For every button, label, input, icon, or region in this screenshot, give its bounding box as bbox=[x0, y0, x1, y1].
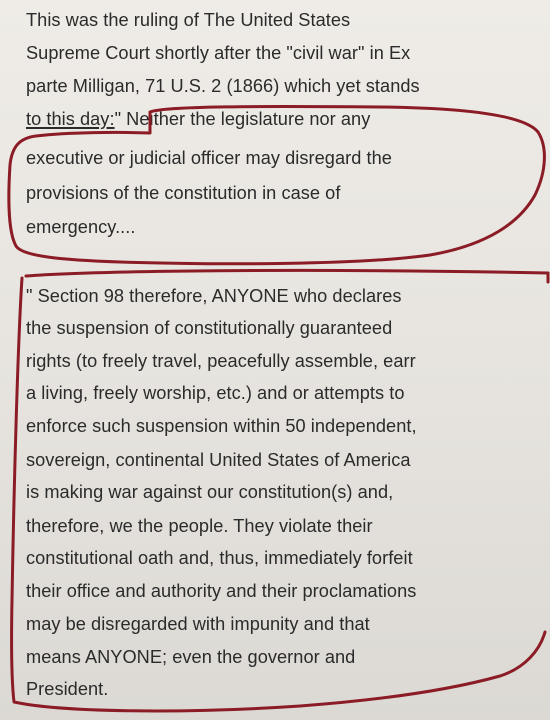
quote2-line-12: means ANYONE; even the governor and bbox=[26, 647, 356, 667]
intro-line-2: Supreme Court shortly after the "civil war" in Ex bbox=[26, 43, 411, 63]
quote-opening: " Neither the legislature nor any bbox=[114, 109, 371, 129]
quote2-line-6: sovereign, continental United States of America bbox=[26, 450, 411, 470]
intro-line-1: This was the ruling of The United States bbox=[26, 10, 351, 30]
quote2-line-8: therefore, we the people. They violate their bbox=[26, 516, 373, 536]
quote2-line-3: rights (to freely travel, peacefully assemble, earr bbox=[26, 351, 416, 371]
quote2-line-13: President. bbox=[26, 679, 109, 699]
quote2-line-7: is making war against our constitution(s) and, bbox=[26, 482, 394, 502]
quote2-line-11: may be disregarded with impunity and that bbox=[26, 614, 370, 634]
quote1-line-1: executive or judicial officer may disregard the bbox=[26, 148, 392, 168]
quote1-line-3: emergency.... bbox=[26, 217, 136, 237]
quote2-line-9: constitutional oath and, thus, immediately forfeit bbox=[26, 548, 413, 568]
quote2-line-10: their office and authority and their proclamations bbox=[26, 581, 417, 601]
quote2-line-5: enforce such suspension within 50 independent, bbox=[26, 416, 417, 436]
quote2-line-1: " Section 98 therefore, ANYONE who declares bbox=[26, 286, 402, 306]
intro-line-4 bbox=[26, 107, 370, 131]
intro-line-3: parte Milligan, 71 U.S. 2 (1866) which yet stands bbox=[26, 76, 420, 96]
quote2-line-4: a living, freely worship, etc.) and or attempts to bbox=[26, 383, 405, 403]
quote2-line-2: the suspension of constitutionally guaranteed bbox=[26, 318, 393, 338]
quote1-line-2: provisions of the constitution in case of bbox=[26, 183, 341, 203]
underlined-phrase: to this day: bbox=[26, 109, 115, 129]
